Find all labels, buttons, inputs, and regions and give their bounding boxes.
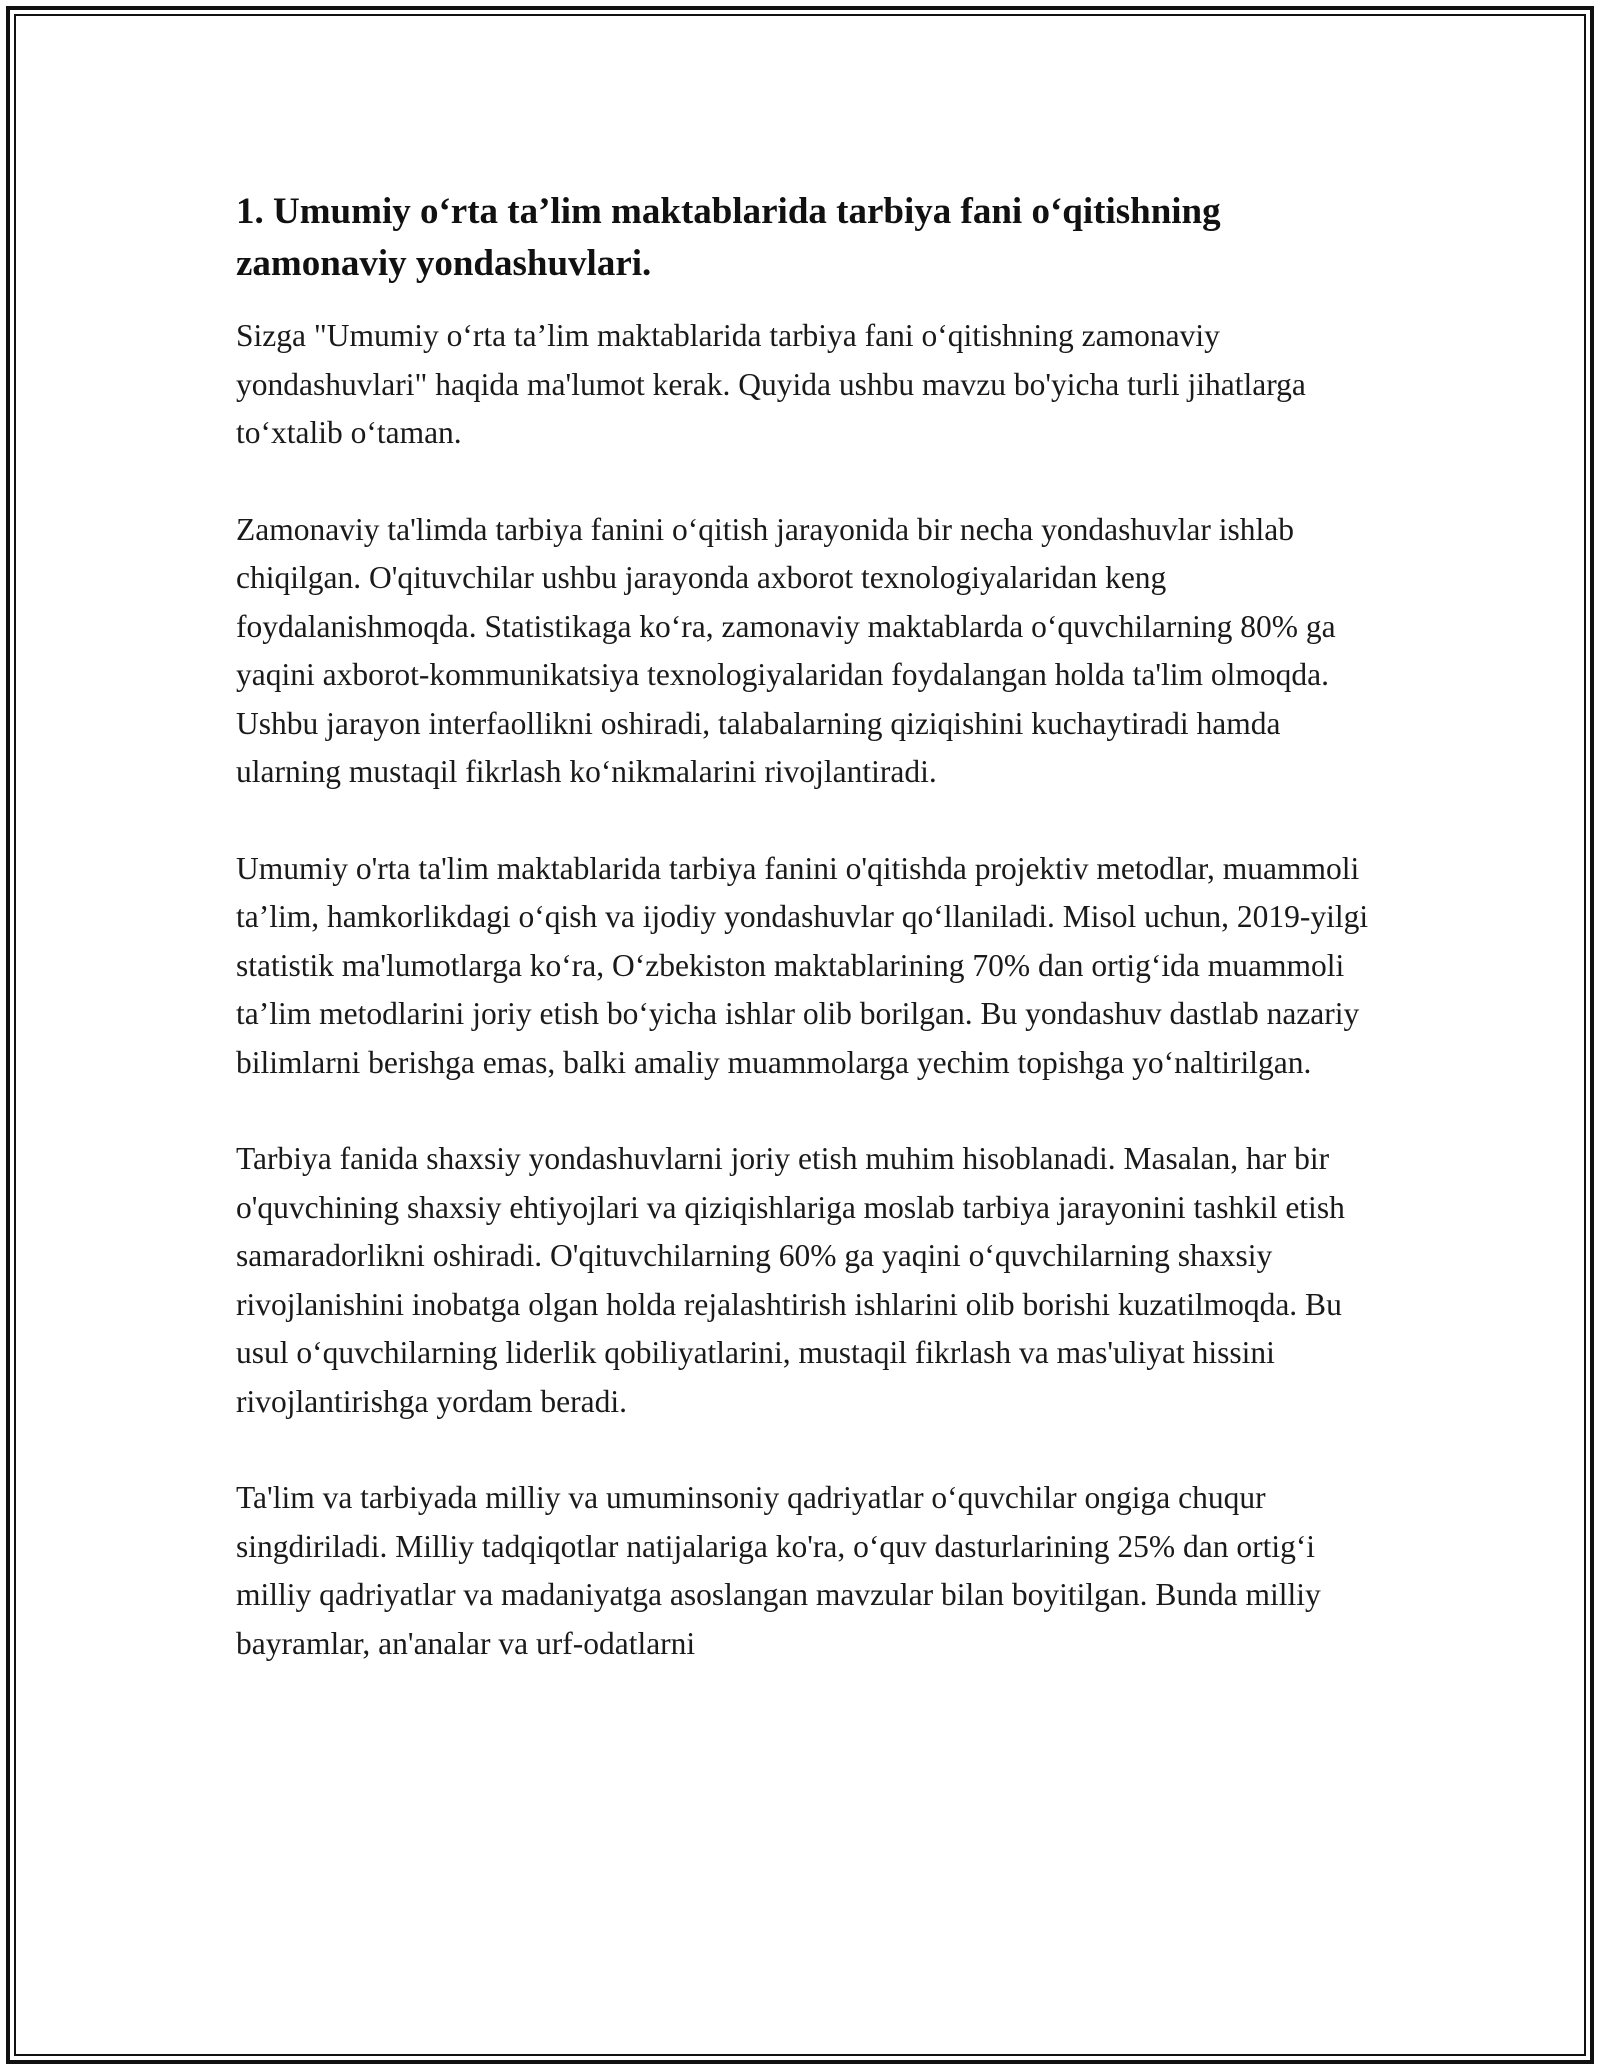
paragraph-intro: Sizga "Umumiy o‘rta ta’lim maktablarida tarbiya fani o‘qitishning zamonaviy yondashuvlari" haqida ma'lumot kerak. Quyida ushbu mavzu bo'yicha turli jihatlarga to‘xtalib o‘taman. xyxy=(236,318,1306,450)
paragraph-personal-approaches: Tarbiya fanida shaxsiy yondashuvlarni joriy etish muhim hisoblanadi. Masalan, har bir o'quvchining shaxsiy ehtiyojlari va qiziqishlariga moslab tarbiya jarayonini tashkil etish samaradorlikni oshiradi. O'qituvchilarning 60% ga yaqini o‘quvchilarning shaxsiy rivojlanishini inobatga olgan holda rejalashtirish ishlarini olib borishi kuzatilmoqda. Bu usul o‘quvchilarning liderlik qobiliyatlarini, mustaqil fikrlash va mas'uliyat hissini rivojlantirishga yordam beradi. xyxy=(236,1141,1345,1419)
paragraph-national-values: Ta'lim va tarbiyada milliy va umuminsoniy qadriyatlar o‘quvchilar ongiga chuqur singdiriladi. Milliy tadqiqotlar natijalariga ko'ra, o‘quv dasturlarining 25% dan ortig‘i milliy qadriyatlar va madaniyatga asoslangan mavzular bilan boyitilgan. Bunda milliy bayramlar, an'analar va urf-odatlarni xyxy=(236,1480,1321,1661)
paragraph-problem-based-methods: Umumiy o'rta ta'lim maktablarida tarbiya fanini o'qitishda projektiv metodlar, muammoli ta’lim, hamkorlikdagi o‘qish va ijodiy yondashuvlar qo‘llaniladi. Misol uchun, 2019-yilgi statistik ma'lumotlarga ko‘ra, O‘zbekiston maktablarining 70% dan ortig‘ida muammoli ta’lim metodlarini joriy etish bo‘yicha ishlar olib borilgan. Bu yondashuv dastlab nazariy bilimlarni berishga emas, balki amaliy muammolarga yechim topishga yo‘naltirilgan. xyxy=(236,850,1369,1080)
document-body xyxy=(236,186,1376,1716)
section-heading: 1. Umumiy o‘rta ta’lim maktablarida tarbiya fani o‘qitishning zamonaviy yondashuvlari. xyxy=(236,191,1221,284)
paragraph-ict-approaches: Zamonaviy ta'limda tarbiya fanini o‘qitish jarayonida bir necha yondashuvlar ishlab chiqilgan. O'qituvchilar ushbu jarayonda axborot texnologiyalaridan keng foydalanishmoqda. Statistikaga ko‘ra, zamonaviy maktablarda o‘quvchilarning 80% ga yaqini axborot-kommunikatsiya texnologiyalaridan foydalangan holda ta'lim olmoqda. Ushbu jarayon interfaollikni oshiradi, talabalarning qiziqishini kuchaytiradi hamda ularning mustaqil fikrlash ko‘nikmalarini rivojlantiradi. xyxy=(236,511,1336,789)
